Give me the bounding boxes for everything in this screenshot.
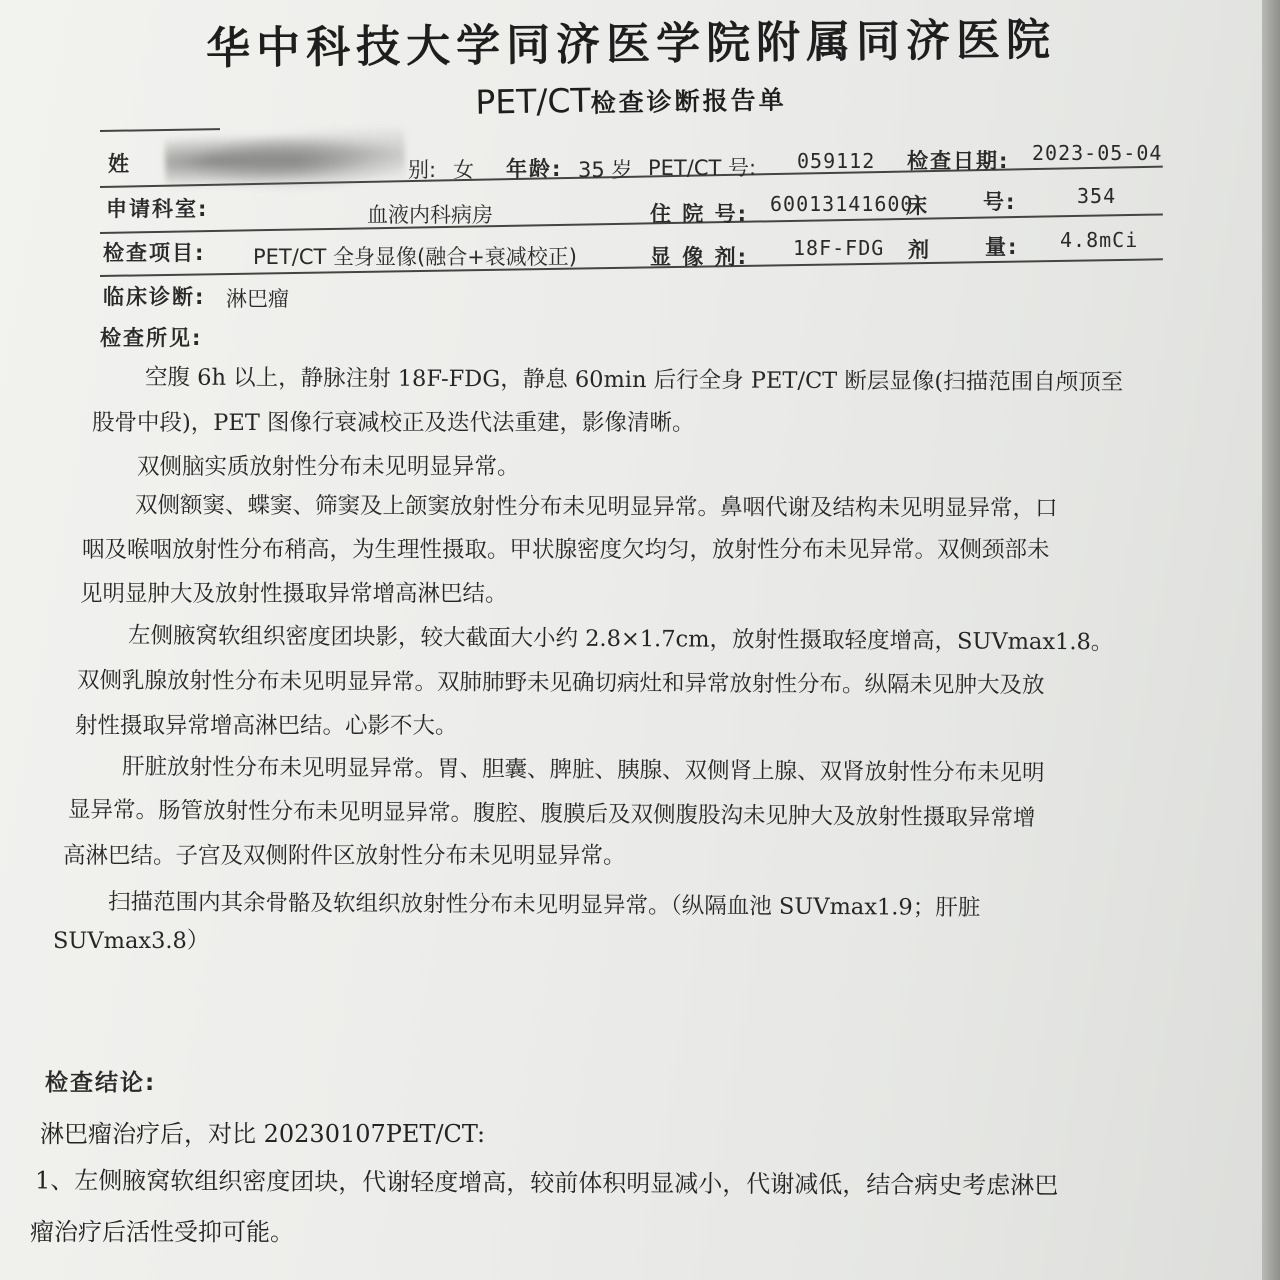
- finding-line: 显异常。肠管放射性分布未见明显异常。腹腔、腹膜后及双侧腹股沟未见肿大及放射性摄取异常增: [67, 796, 1036, 832]
- dose-value: 4.8mCi: [1060, 228, 1139, 252]
- finding-line: 空腹 6h 以上，静脉注射 18F-FDG，静息 60min 后行全身 PET/CT 断层显像(扫描范围自颅顶至: [144, 364, 1124, 396]
- dept-label: 申请科室:: [106, 197, 209, 221]
- finding-line: 双侧乳腺放射性分布未见明显异常。双肺肺野未见确切病灶和异常放射性分布。纵隔未见肿大及放: [76, 667, 1045, 699]
- redacted-name: [164, 125, 406, 193]
- dose-label-1: 剂: [908, 238, 931, 262]
- report-title: [0, 69, 1262, 130]
- age-label: 年龄:: [506, 157, 563, 181]
- finding-line: 见明显肿大及放射性摄取异常增高淋巴结。: [80, 581, 508, 607]
- exam-item-value: PET/CT 全身显像(融合+衰减校正): [253, 245, 577, 269]
- exam-date-label: 检查日期:: [907, 149, 1010, 173]
- finding-line: 双侧额窦、蝶窦、筛窦及上颌窦放射性分布未见明显异常。鼻咽代谢及结构未见明显异常，口: [134, 492, 1058, 522]
- agent-value: 18F-FDG: [793, 236, 885, 260]
- finding-line: 扫描范围内其余骨骼及软组织放射性分布未见明显异常。（纵隔血池 SUVmax1.9；肝脏: [107, 888, 981, 922]
- conclusion-line: 瘤治疗后活性受抑可能。: [30, 1218, 294, 1246]
- paper-edge-shadow: [1262, 0, 1280, 1280]
- exam-date-value: 2023-05-04: [1032, 141, 1163, 165]
- agent-label: 显 像 剂:: [650, 245, 749, 269]
- petct-no-value: 059112: [797, 149, 876, 173]
- hospital-name: 华中科技大学同济医学院附属同济医院: [205, 14, 1057, 75]
- name-label: 姓: [108, 152, 131, 176]
- conclusion-label: 检查结论:: [45, 1070, 157, 1096]
- conclusion-line: 1、左侧腋窝软组织密度团块，代谢轻度增高，较前体积明显减小，代谢减低，结合病史考虑淋巴: [34, 1166, 1059, 1200]
- exam-item-label: 检查项目:: [103, 241, 206, 265]
- finding-line: SUVmax3.8）: [53, 928, 210, 954]
- finding-line: 肝脏放射性分布未见明显异常。胃、胆囊、脾脏、胰腺、双侧肾上腺、双肾放射性分布未见明: [121, 753, 1045, 787]
- gender-label: 别:: [408, 158, 437, 182]
- clinical-dx-value: 淋巴瘤: [226, 287, 289, 311]
- gender-value: 女: [453, 158, 474, 182]
- finding-line: 股骨中段)，PET 图像行衰减校正及迭代法重建，影像清晰。: [92, 410, 695, 436]
- finding-line: 双侧脑实质放射性分布未见明显异常。: [137, 454, 520, 480]
- dept-value: 血液内科病房: [367, 203, 493, 227]
- bed-no-label: 号:: [983, 190, 1017, 214]
- clinical-dx-label: 临床诊断:: [103, 285, 206, 309]
- report-title-main: PET/CT: [475, 80, 591, 122]
- bed-label: 床: [906, 194, 929, 218]
- petct-no-label: PET/CT 号:: [648, 156, 757, 180]
- finding-line: 高淋巴结。子宫及双侧附件区放射性分布未见明显异常。: [63, 843, 626, 869]
- dose-label-2: 量:: [985, 235, 1019, 259]
- report-title-sub: 检查诊断报告单: [590, 85, 787, 118]
- finding-line: 咽及喉咽放射性分布稍高，为生理性摄取。甲状腺密度欠均匀，放射性分布未见异常。双侧颈部未: [82, 537, 1050, 563]
- inpatient-label: 住 院 号:: [650, 202, 749, 226]
- finding-line: 射性摄取异常增高淋巴结。心影不大。: [75, 713, 458, 739]
- conclusion-line: 淋巴瘤治疗后，对比 20230107PET/CT:: [40, 1120, 486, 1148]
- inpatient-value: 60013141600: [770, 192, 914, 216]
- bed-no-value: 354: [1077, 184, 1117, 208]
- age-value: 35 岁: [578, 158, 633, 182]
- findings-label: 检查所见:: [100, 326, 203, 350]
- finding-line: 左侧腋窝软组织密度团块影，较大截面大小约 2.8×1.7cm，放射性摄取轻度增高，SUVmax1.8。: [127, 622, 1114, 656]
